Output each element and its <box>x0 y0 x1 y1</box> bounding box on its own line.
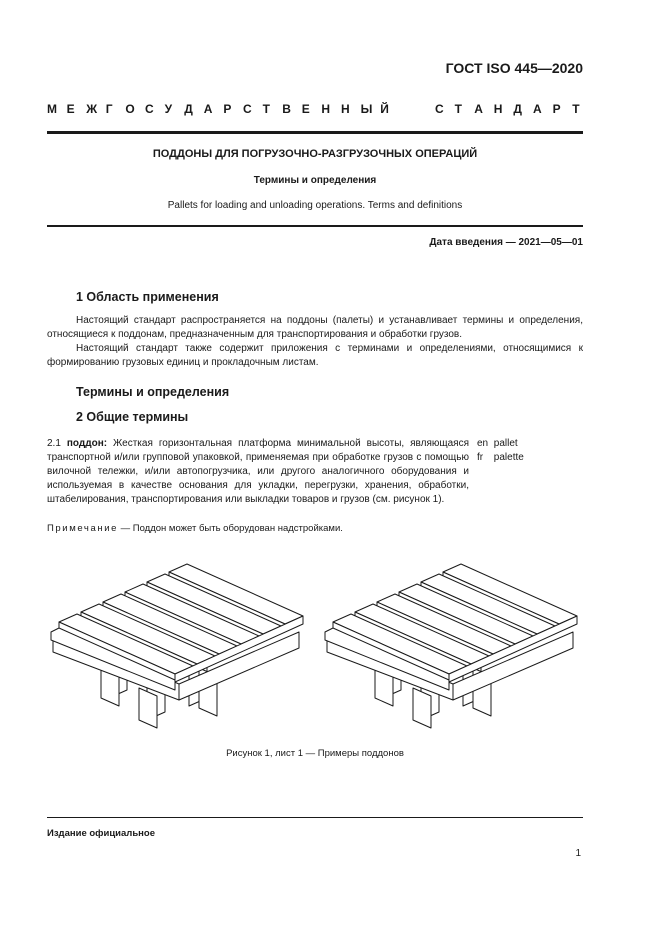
equivalent-lang: fr <box>477 452 484 463</box>
equivalent-term: pallet <box>493 438 518 449</box>
banner-letter: Т <box>454 102 462 116</box>
scope-paragraph-1 <box>47 314 583 342</box>
document-subtitle: Термины и определения <box>253 175 377 186</box>
pallet-figure <box>47 548 583 738</box>
term-number: 2.1 <box>47 438 61 449</box>
banner-letter: С <box>435 102 444 116</box>
banner-letter: Г <box>105 102 113 116</box>
banner-letter: Н <box>493 102 503 116</box>
footer-rule <box>47 817 583 818</box>
term-definition: Жесткая горизонтальная платформа минимальной высоты, являющаяся транспортной и/или групповой упаковкой, применяемая при обработке грузов с помощью вилочной тележки, и/или автопогрузчика, или другого аналогичного оборудования и используемая в качестве основания для укладки, перегрузки, хранения, обработки, штабелирования, транспортирования или выкладки товаров и грузов (см. рисунок 1). <box>47 438 470 505</box>
term-note <box>47 523 343 534</box>
banner-letter: У <box>164 102 173 116</box>
interstate-standard-banner <box>47 102 583 120</box>
banner-letter: С <box>243 102 252 116</box>
introduction-date: Дата введения — 2021—05—01 <box>429 237 583 248</box>
banner-letter: В <box>282 102 291 116</box>
banner-letter: Е <box>66 102 75 116</box>
banner-letter: Р <box>223 102 232 116</box>
terms-heading: Термины и определения <box>76 385 230 399</box>
banner-letter: А <box>203 102 213 116</box>
banner-letter: Д <box>184 102 193 116</box>
equivalent-en <box>477 437 524 451</box>
equivalent-lang: en <box>477 438 489 449</box>
header-rule <box>47 131 583 134</box>
scope-paragraph-1-text: Настоящий стандарт распространяется на поддоны (палеты) и устанавливает термины и определения, относящиеся к поддонам, предназначенным для транспортирования и обработки грузов. <box>47 315 583 340</box>
equivalent-fr <box>477 451 524 465</box>
banner-letter: Ж <box>86 102 98 116</box>
banner-letter: Т <box>262 102 270 116</box>
document-title-english: Pallets for loading and unloading operations. Terms and definitions <box>167 200 463 211</box>
page-number: 1 <box>575 848 581 859</box>
banner-letter: Ы <box>360 102 373 116</box>
note-label: Примечание <box>47 523 118 534</box>
banner-letter: Н <box>321 102 331 116</box>
title-rule <box>47 225 583 227</box>
scope-paragraph-2 <box>47 342 583 370</box>
banner-letter: А <box>533 102 542 116</box>
section-2-heading: 2 Общие термины <box>76 410 189 424</box>
term-equivalents <box>477 437 524 465</box>
term-name: поддон: <box>66 438 108 449</box>
banner-letter: М <box>47 102 57 116</box>
banner-letter: О <box>125 102 135 116</box>
banner-letter: С <box>145 102 154 116</box>
pallet-drawing-1 <box>51 564 303 728</box>
term-entry-2-1 <box>47 437 469 507</box>
pallet-illustrations <box>47 548 583 738</box>
banner-letter: Й <box>380 102 389 116</box>
note-text: — Поддон может быть оборудован надстройками. <box>118 523 343 534</box>
document-code: ГОСТ ISO 445—2020 <box>445 60 583 76</box>
official-edition-label: Издание официальное <box>47 828 155 839</box>
document-title: ПОДДОНЫ ДЛЯ ПОГРУЗОЧНО-РАЗГРУЗОЧНЫХ ОПЕРАЦИЙ <box>152 148 478 160</box>
scope-paragraph-2-text: Настоящий стандарт также содержит приложения с терминами и определениями, относящимися к формированию грузовых единиц и прокладочным листам. <box>47 343 583 368</box>
banner-letter: Р <box>552 102 561 116</box>
banner-letter: А <box>474 102 483 116</box>
banner-letter: Д <box>513 102 522 116</box>
banner-letter: Т <box>572 102 580 116</box>
section-1-heading: 1 Область применения <box>76 290 219 304</box>
banner-letter: Н <box>341 102 350 116</box>
pallet-drawing-2 <box>325 564 577 728</box>
equivalent-term: palette <box>493 452 524 463</box>
figure-caption: Рисунок 1, лист 1 — Примеры поддонов <box>226 748 404 759</box>
banner-letter: Е <box>301 102 310 116</box>
